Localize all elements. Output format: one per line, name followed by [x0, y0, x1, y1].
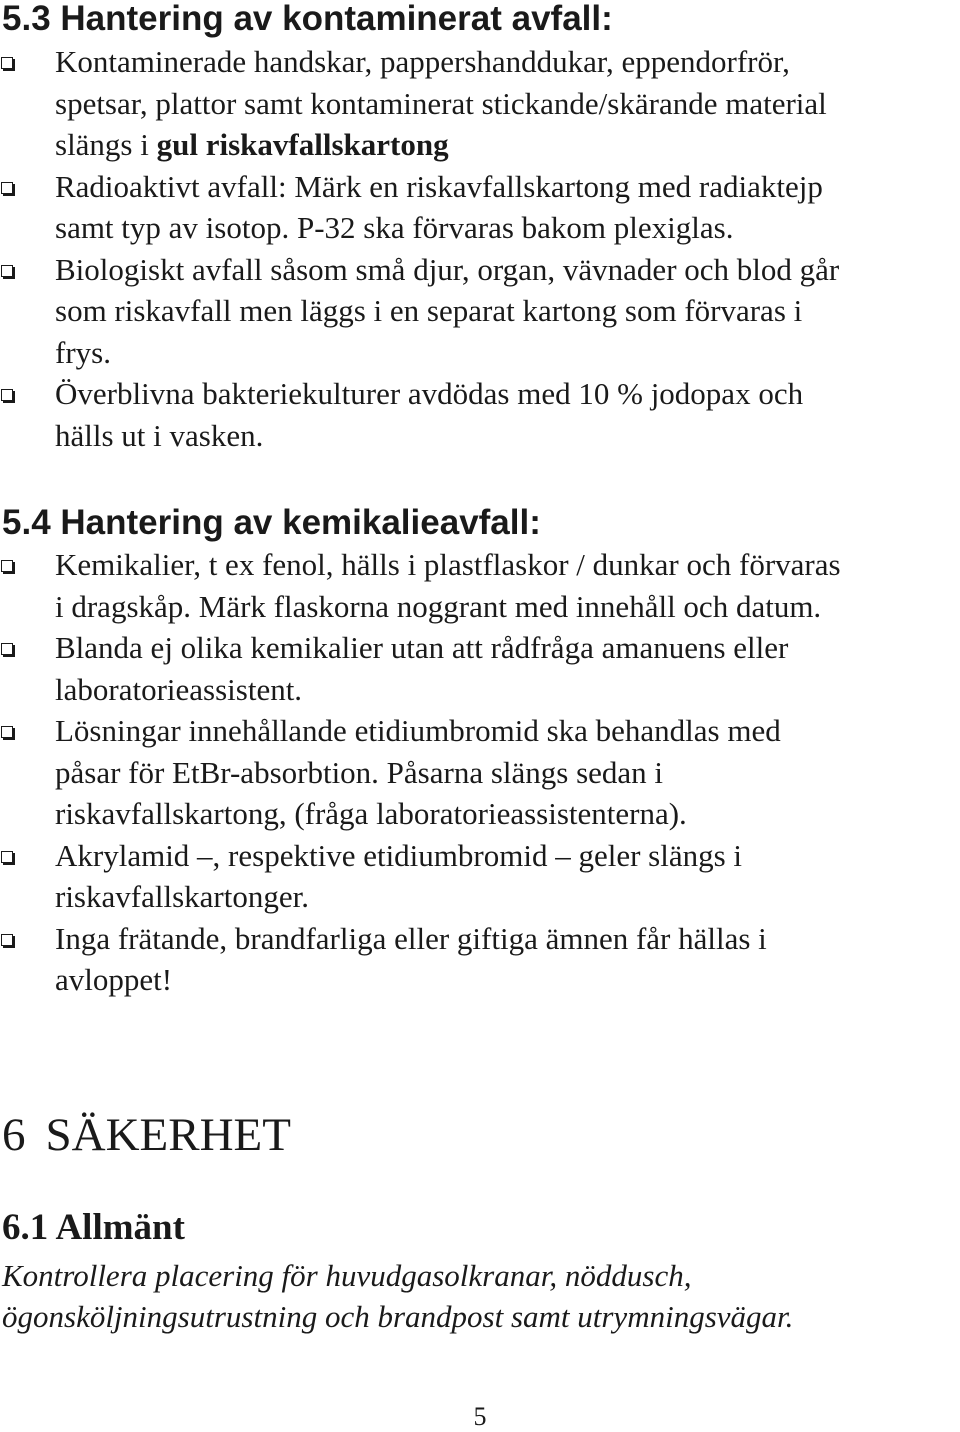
list-item-line: riskavfallskartong, (fråga laboratorieassistenterna). [55, 796, 687, 831]
section-heading-5-4: 5.4 Hantering av kemikalieavfall: [2, 503, 541, 542]
list-item-line: laboratorieassistent. [55, 671, 303, 707]
list-item-line: spetsar, plattor samt kontaminerat stickande/skärande material [55, 85, 827, 121]
list-item-line: i dragskåp. Märk flaskorna noggrant med innehåll och datum. [55, 588, 822, 624]
list-item-line: påsar för EtBr-absorbtion. Påsarna slängs sedan i [55, 754, 664, 790]
list-item-line: som riskavfall men läggs i en separat kartong som förvaras i [55, 293, 803, 328]
checkbox-bullet-icon [1, 643, 13, 655]
section-heading-6-1: 6.1 Allmänt [2, 1207, 185, 1248]
chemical-waste-list [0, 544, 960, 1001]
list-item [0, 918, 960, 1001]
list-item-line: frys. [55, 334, 111, 370]
checkbox-bullet-icon [1, 57, 13, 69]
list-item [0, 627, 960, 710]
checkbox-bullet-icon [1, 851, 13, 863]
contaminated-waste-list [0, 41, 960, 456]
checkbox-bullet-icon [1, 726, 13, 738]
paragraph-line: Kontrollera placering för huvudgasolkranar, nöddusch, [2, 1258, 692, 1293]
list-item-line: riskavfallskartonger. [55, 879, 309, 914]
list-item-line: Akrylamid –, respektive etidiumbromid – geler slängs i [55, 837, 743, 873]
list-item [0, 710, 960, 835]
section-heading-5-3: 5.3 Hantering av kontaminerat avfall: [2, 0, 613, 38]
chapter-number: 6 [2, 1109, 26, 1161]
list-item-line: avloppet! [55, 962, 173, 997]
chapter-title: SÄKERHET [45, 1109, 291, 1161]
list-item-line [55, 124, 960, 166]
list-item-line: Kemikalier, t ex fenol, hälls i plastflaskor / dunkar och förvaras [55, 547, 841, 582]
list-item [0, 41, 960, 166]
checkbox-bullet-icon [1, 389, 13, 401]
list-item-line: Biologiskt avfall såsom små djur, organ, vävnader och blod går [55, 251, 840, 287]
list-item-line: samt typ av isotop. P-32 ska förvaras bakom plexiglas. [55, 210, 734, 245]
list-item [0, 373, 960, 456]
emphasized-text: gul riskavfallskartong [156, 127, 449, 162]
checkbox-bullet-icon [1, 934, 13, 946]
general-paragraph [2, 1255, 793, 1337]
checkbox-bullet-icon [1, 182, 13, 194]
list-item-line: Lösningar innehållande etidiumbromid ska behandlas med [55, 713, 781, 748]
list-item [0, 835, 960, 918]
list-item [0, 249, 960, 374]
list-item-text: slängs i [55, 127, 157, 162]
list-item-line: Kontaminerade handskar, pappershanddukar, eppendorfrör, [55, 44, 790, 79]
checkbox-bullet-icon [1, 265, 13, 277]
list-item-line: Radioaktivt avfall: Märk en riskavfallskartong med radiaktejp [55, 168, 823, 204]
chapter-heading [2, 1107, 291, 1163]
list-item [0, 166, 960, 249]
paragraph-line: ögonsköljningsutrustning och brandpost samt utrymningsvägar. [2, 1299, 794, 1334]
list-item-line: Blanda ej olika kemikalier utan att rådfråga amanuens eller [55, 630, 789, 665]
checkbox-bullet-icon [1, 560, 13, 572]
list-item [0, 544, 960, 627]
list-item-line: hälls ut i vasken. [55, 417, 264, 453]
page-number: 5 [473, 1402, 487, 1431]
list-item-line: Inga frätande, brandfarliga eller giftiga ämnen får hällas i [55, 920, 767, 956]
list-item-line: Överblivna bakteriekulturer avdödas med 10 % jodopax och [55, 376, 804, 411]
